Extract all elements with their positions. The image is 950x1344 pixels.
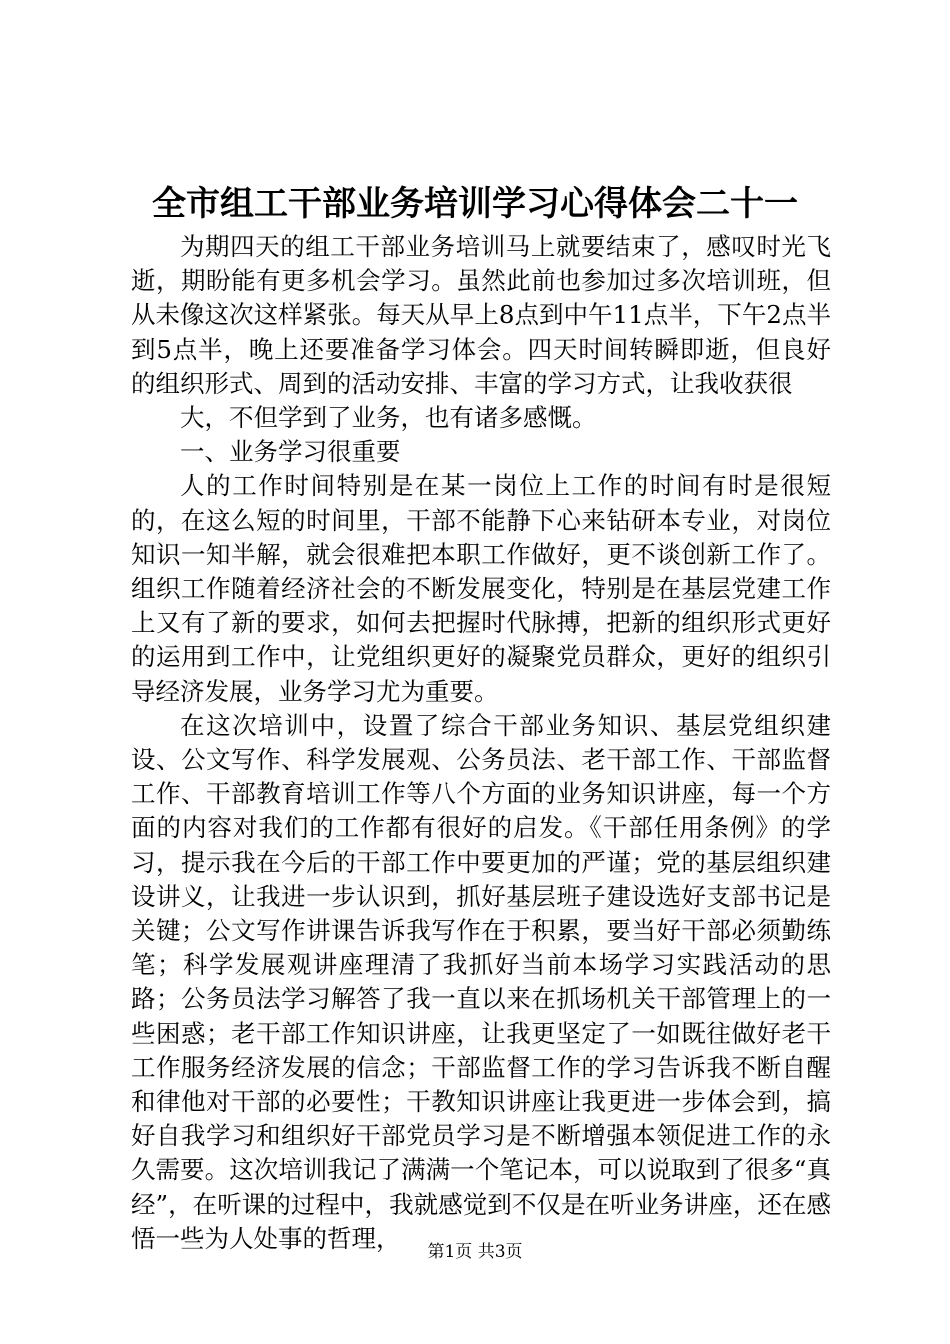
paragraph-importance: 人的工作时间特别是在某一岗位上工作的时间有时是很短的，在这么短的时间里，干部不能静下心来钻研本专业，对岗位知识一知半解，就会很难把本职工作做好，更不谈创新工作了。组织工作随着经济社会的不断发展变化，特别是在基层党建工作上又有了新的要求，如何去把握时代脉搏，把新的组织形式更好的运用到工作中，让党组织更好的凝聚党员群众，更好的组织引导经济发展，业务学习尤为重要。 xyxy=(131,471,831,706)
paragraph-training-content: 在这次培训中，设置了综合干部业务知识、基层党组织建设、公文写作、科学发展观、公务员法、老干部工作、干部监督工作、干部教育培训工作等八个方面的业务知识讲座，每一个方面的内容对我们的工作都有很好的启发。《干部任用条例》的学习，提示我在今后的干部工作中要更加的严谨；党的基层组织建设讲义，让我进一步认识到，抓好基层班子建设选好支部书记是关键；公文写作讲课告诉我写作在于积累，要当好干部必须勤练笔；科学发展观讲座理清了我抓好当前本场学习实践活动的思路；公务员法学习解答了我一直以来在抓场机关干部管理上的一些困惑；老干部工作知识讲座，让我更坚定了一如既往做好老干工作服务经济发展的信念；干部监督工作的学习告诉我不断自醒和律他对干部的必要性；干教知识讲座让我更进一步体会到，搞好自我学习和组织好干部党员学习是不断增强本领促进工作的永久需要。这次培训我记了满满一个笔记本，可以说取到了很多“真经”，在听课的过程中，我就感觉到不仅是在听业务讲座，还在感悟一些为人处事的哲理， xyxy=(131,710,831,1253)
page-number-footer: 第1页 共3页 xyxy=(427,1242,523,1262)
paragraph-intro: 为期四天的组工干部业务培训马上就要结束了，感叹时光飞逝，期盼能有更多机会学习。虽然此前也参加过多次培训班，但从未像这次这样紧张。每天从早上8点到中午11点半，下午2点半到5点半，晚上还要准备学习体会。四天时间转瞬即逝，但良好的组织形式、周到的活动安排、丰富的学习方式，让我收获很 xyxy=(131,232,831,398)
document-body xyxy=(131,230,831,1256)
paragraph-intro-continued: 大，不但学到了业务，也有诸多感慨。 xyxy=(180,403,597,433)
document-title: 全市组工干部业务培训学习心得体会二十一 xyxy=(152,184,798,224)
section-heading: 一、业务学习很重要 xyxy=(180,437,401,467)
